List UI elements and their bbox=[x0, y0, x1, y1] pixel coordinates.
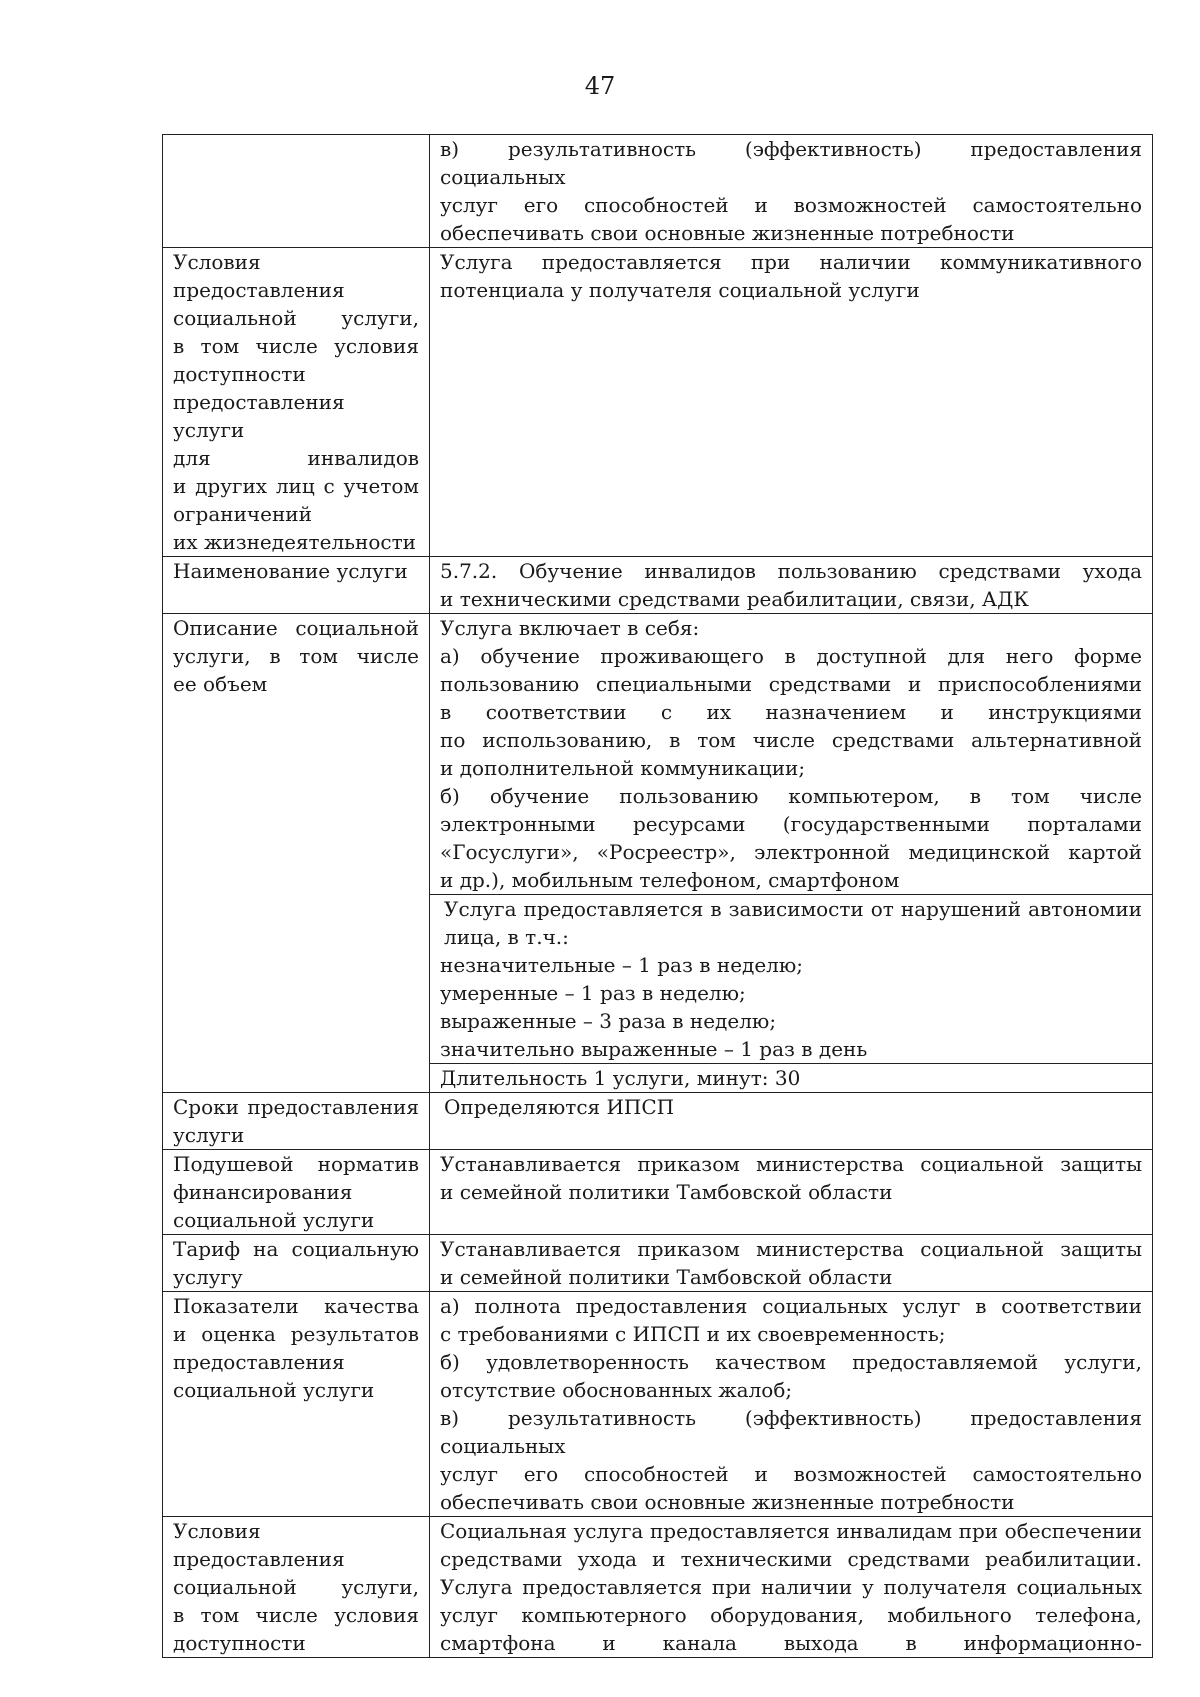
page-number: 47 bbox=[584, 72, 616, 100]
table-row bbox=[163, 135, 1153, 248]
frequency-content: Услуга предоставляется в зависимости от нарушений автономии лица, в т.ч.: незначительные – 1 раз в неделю; умеренные – 1 раз в неделю; выраженные – 3 раза в неделю; значительно выраженные – 1 раз в день bbox=[430, 895, 1153, 1064]
table-row bbox=[163, 1093, 1153, 1150]
table-row bbox=[163, 1150, 1153, 1235]
financing-value: Устанавливается приказом министерства социальной защиты и семейной политики Тамбовской области bbox=[430, 1150, 1153, 1235]
service-table bbox=[162, 134, 1153, 1658]
row-label-empty bbox=[163, 135, 430, 248]
table-row bbox=[163, 557, 1153, 614]
conditions-value: Услуга предоставляется при наличии коммуникативного потенциала у получателя социальной услуги bbox=[430, 248, 1153, 557]
financing-label: Подушевой норматив финансирования социальной услуги bbox=[163, 1150, 430, 1235]
quality-label: Показатели качества и оценка результатов предоставления социальной услуги bbox=[163, 1292, 430, 1517]
table-row bbox=[163, 248, 1153, 557]
duration-content: Длительность 1 услуги, минут: 30 bbox=[430, 1064, 1153, 1093]
tariff-label: Тариф на социальную услугу bbox=[163, 1235, 430, 1292]
accessibility-label: Условия предоставления социальной услуги, в том числе условия доступности bbox=[163, 1517, 430, 1658]
terms-value: Определяются ИПСП bbox=[430, 1093, 1153, 1150]
service-name-label: Наименование услуги bbox=[163, 557, 430, 614]
table-row bbox=[163, 1517, 1153, 1658]
table-row bbox=[163, 1235, 1153, 1292]
conditions-label: Условия предоставления социальной услуги, в том числе условия доступности предоставления услуги для инвалидов и других лиц с учетом ограничений их жизнедеятельности bbox=[163, 248, 430, 557]
terms-label: Сроки предоставления услуги bbox=[163, 1093, 430, 1150]
results-cell: в) результативность (эффективность) предоставления социальных услуг его способностей и возможностей самостоятельно обеспечивать свои основные жизненные потребности bbox=[430, 135, 1153, 248]
service-name-value: 5.7.2. Обучение инвалидов пользованию средствами ухода и техническими средствами реабилитации, связи, АДК bbox=[430, 557, 1153, 614]
description-label: Описание социальной услуги, в том числе ее объем bbox=[163, 614, 430, 1093]
tariff-value: Устанавливается приказом министерства социальной защиты и семейной политики Тамбовской области bbox=[430, 1235, 1153, 1292]
accessibility-value: Социальная услуга предоставляется инвалидам при обеспечении средствами ухода и техническими средствами реабилитации. Услуга предоставляется при наличии у получателя социальных услуг компьютерного оборудования, мобильного телефона, смартфона и канала выхода в информационно- bbox=[430, 1517, 1153, 1658]
description-content: Услуга включает в себя: а) обучение проживающего в доступной для него форме пользованию специальными средствами и приспособлениями в соответствии с их назначением и инструкциями по использованию, в том числе средствами альтернативной и дополнительной коммуникации; б) обучение пользованию компьютером, в том числе электронными ресурсами (государственными порталами «Госуслуги», «Росреестр», электронной медицинской картой и др.), мобильным телефоном, смартфоном bbox=[430, 614, 1153, 895]
table-row bbox=[163, 1292, 1153, 1517]
table-row bbox=[163, 614, 1153, 895]
quality-value: а) полнота предоставления социальных услуг в соответствии с требованиями с ИПСП и их своевременность; б) удовлетворенность качеством предоставляемой услуги, отсутствие обоснованных жалоб; в) результативность (эффективность) предоставления социальных услуг его способностей и возможностей самостоятельно обеспечивать свои основные жизненные потребности bbox=[430, 1292, 1153, 1517]
